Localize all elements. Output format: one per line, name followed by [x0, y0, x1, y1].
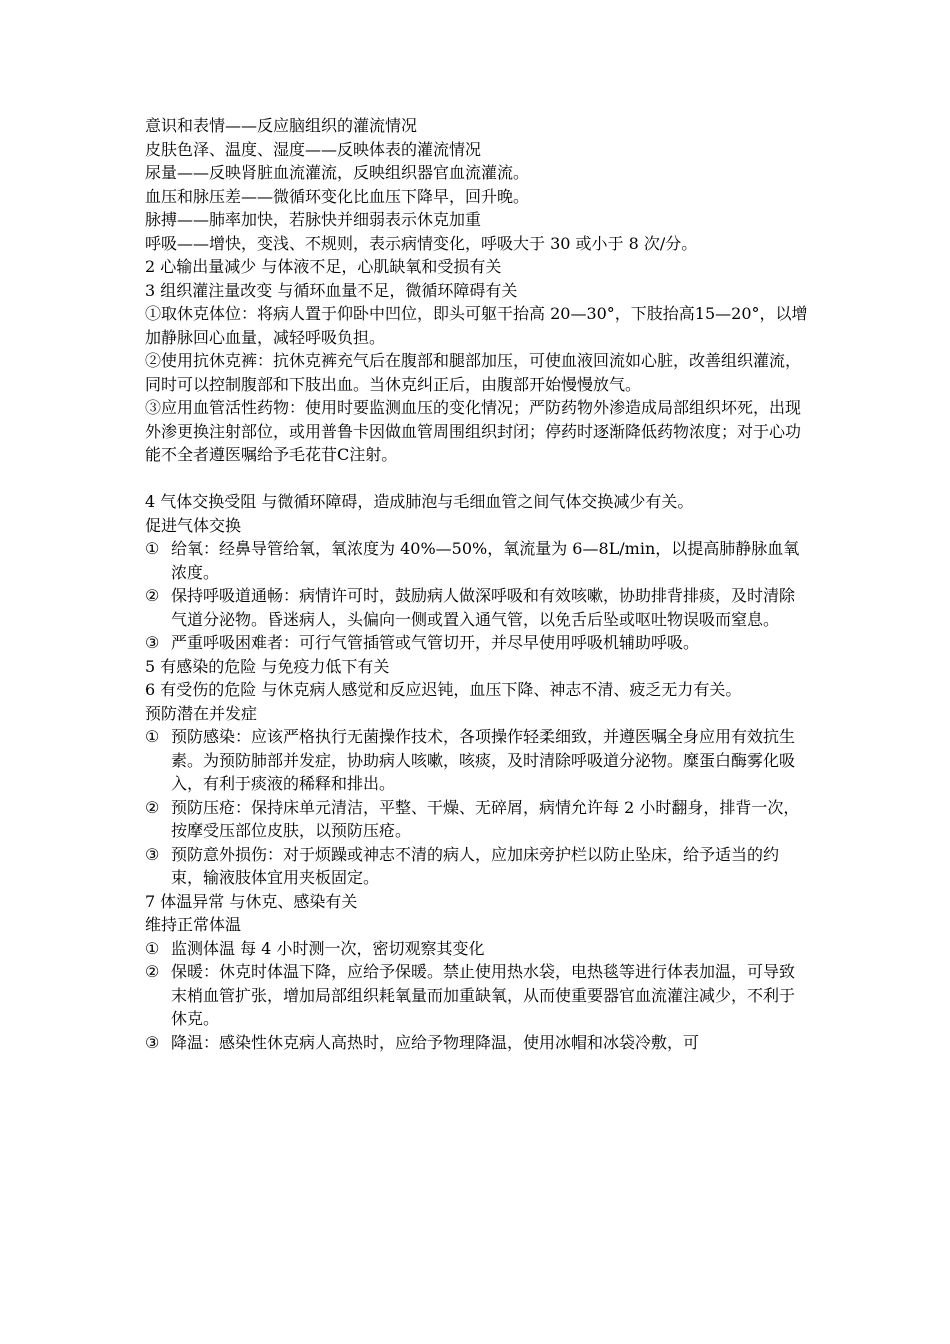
paragraph: ③应用血管活性药物：使用时要监测血压的变化情况；严防药物外渗造成局部组织坏死，出现外渗更换注射部位，或用普鲁卡因做血管周围组织封闭；停药时逐渐降低药物浓度；对于心功能不全者遵医嘱给予毛花苷C注射。	[145, 398, 802, 464]
section-heading: 3 组织灌注量改变 与循环血量不足，微循环障碍有关	[145, 280, 518, 300]
list-item	[145, 960, 810, 1031]
item-number: ③	[145, 1032, 160, 1052]
text-line: 意识和表情——反应脑组织的灌流情况	[145, 116, 418, 135]
blank-line	[145, 467, 810, 491]
list-item	[145, 1031, 810, 1055]
item-text: 预防意外损伤：对于烦躁或神志不清的病人，应加床旁护栏以防止坠床，给予适当的约束，输液肢体宜用夹板固定。	[171, 844, 780, 887]
item-text: 给氧：经鼻导管给氧，氧浓度为 40%—50%，氧流量为 6—8L/min，以提高肺静脉血氧浓度。	[171, 539, 800, 582]
text-line: 血压和脉压差——微循环变化比血压下降早，回升晚。	[145, 186, 530, 206]
item-text: 严重呼吸困难者：可行气管插管或气管切开，并尽早使用呼吸机辅助呼吸。	[171, 633, 700, 652]
document-page	[145, 114, 810, 1054]
item-number: ②	[145, 797, 160, 817]
paragraph: ①取休克体位：将病人置于仰卧中凹位，即头可躯干抬高 20—30°，下肢抬高15—20°，以增加静脉回心血量，减轻呼吸负担。	[145, 304, 808, 347]
item-number: ①	[145, 727, 160, 746]
list-item	[145, 843, 810, 890]
subheading: 维持正常体温	[145, 915, 242, 934]
section-heading: 5 有感染的危险 与免疫力低下有关	[145, 656, 390, 676]
section-heading: 4 气体交换受阻 与微循环障碍，造成肺泡与毛细血管之间气体交换减少有关。	[145, 492, 694, 511]
subheading: 促进气体交换	[145, 515, 242, 535]
text-line: 呼吸——增快，变浅、不规则，表示病情变化，呼吸大于 30 或小于 8 次/分。	[145, 233, 698, 253]
list-item	[145, 631, 810, 655]
text-line: 尿量——反映肾脏血流灌流，反映组织器官血流灌流。	[145, 163, 530, 182]
item-text: 预防压疮：保持床单元清洁，平整、干燥、无碎屑，病情允许每 2 小时翻身，排背一次，按摩受压部位皮肤，以预防压疮。	[171, 797, 800, 840]
item-text: 监测体温 每 4 小时测一次，密切观察其变化	[171, 938, 485, 958]
item-text: 保暖：休克时体温下降，应给予保暖。禁止使用热水袋，电热毯等进行体表加温，可导致末梢血管扩张，增加局部组织耗氧量而加重缺氧，从而使重要器官血流灌注减少，不利于休克。	[171, 962, 796, 1028]
list-item	[145, 537, 810, 584]
section-heading: 2 心输出量减少 与体液不足，心肌缺氧和受损有关	[145, 257, 502, 276]
subheading: 预防潜在并发症	[145, 703, 258, 723]
item-number: ①	[145, 938, 160, 958]
item-number: ①	[145, 539, 160, 558]
item-number: ②	[145, 962, 160, 981]
item-text: 降温：感染性休克病人高热时，应给予物理降温，使用冰帽和冰袋冷敷，可	[171, 1032, 700, 1052]
item-number: ③	[145, 633, 160, 652]
section-heading: 6 有受伤的危险 与休克病人感觉和反应迟钝，血压下降、神志不清、疲乏无力有关。	[145, 680, 742, 699]
paragraph: ②使用抗休克裤：抗休克裤充气后在腹部和腿部加压，可使血液回流如心脏，改善组织灌流，同时可以控制腹部和下肢出血。当休克纠正后，由腹部开始慢慢放气。	[145, 351, 802, 394]
list-item	[145, 725, 810, 796]
list-item	[145, 584, 810, 631]
section-heading: 7 体温异常 与休克、感染有关	[145, 891, 358, 911]
list-item	[145, 796, 810, 843]
item-number: ②	[145, 586, 160, 605]
list-item	[145, 937, 810, 961]
item-text: 保持呼吸道通畅：病情许可时，鼓励病人做深呼吸和有效咳嗽，协助排背排痰，及时清除气道分泌物。昏迷病人，头偏向一侧或置入通气管，以免舌后坠或呕吐物误吸而窒息。	[171, 586, 796, 629]
text-line: 皮肤色泽、温度、湿度——反映体表的灌流情况	[145, 139, 482, 159]
item-text: 预防感染：应该严格执行无菌操作技术，各项操作轻柔细致，并遵医嘱全身应用有效抗生素。为预防肺部并发症，协助病人咳嗽，咳痰，及时清除呼吸道分泌物。糜蛋白酶雾化吸入，有利于痰液的稀释和排出。	[171, 727, 796, 793]
item-number: ③	[145, 844, 160, 864]
text-line: 脉搏——肺率加快，若脉快并细弱表示休克加重	[145, 210, 482, 229]
